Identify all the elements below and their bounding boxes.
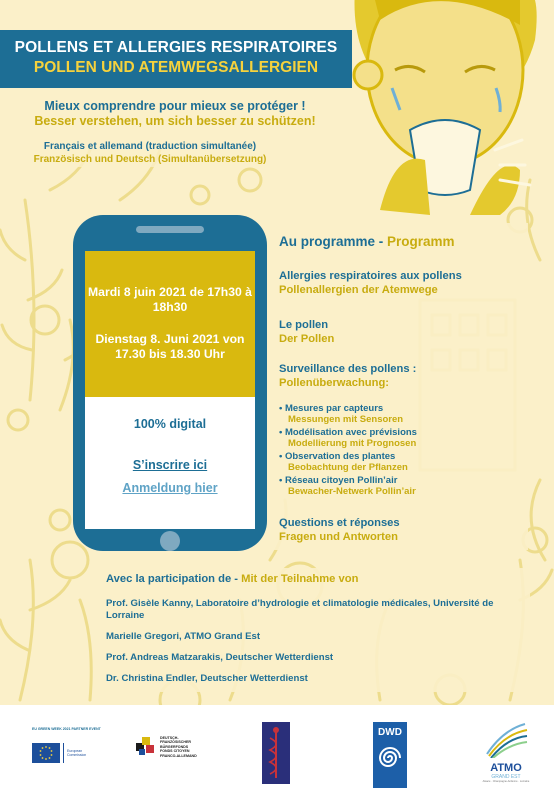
list-item: • Modélisation avec prévisions Modellierung mit Prognosen xyxy=(279,427,524,449)
fund-label-line: BÜRGERFONDS xyxy=(160,744,189,749)
event-format: 100% digital xyxy=(133,417,207,431)
program-item xyxy=(279,362,416,390)
participants-title-de: Mit der Teilnahme von xyxy=(241,573,359,585)
speaker: Marielle Gregori, ATMO Grand Est xyxy=(106,631,261,642)
program-item-fr: Allergies respiratoires aux pollens xyxy=(279,270,462,282)
list-item: • Observation des plantes Beobachtung der Pflanzen xyxy=(279,451,524,473)
eu-green-week-label: EU GREEN WEEK 2021 PARTNER EVENT xyxy=(32,727,101,731)
atmo-swoosh-icon xyxy=(483,720,529,758)
dwd-logo xyxy=(373,722,407,788)
register-link-de[interactable]: Anmeldung hier xyxy=(122,481,218,495)
speaker: Prof. Gisèle Kanny, Laboratoire d’hydrologie et climatologie médicales, Université de Lorraine xyxy=(106,598,494,621)
program-item xyxy=(279,318,334,346)
bullet-de: Modellierung mit Prognosen xyxy=(288,438,417,449)
program-title xyxy=(279,234,455,249)
list-item: • Réseau citoyen Pollin’air Bewacher-Netwerk Pollin’air xyxy=(279,475,524,497)
program-panel xyxy=(273,223,528,550)
speaker: Dr. Christina Endler, Deutscher Wetterdienst xyxy=(106,673,308,684)
eu-caption: European Commission xyxy=(67,749,87,757)
program-item-de: Pollenüberwachung: xyxy=(279,377,390,389)
event-date-fr: Mardi 8 juin 2021 de 17h30 à 18h30 xyxy=(88,285,252,314)
tagline xyxy=(0,97,350,131)
program-item-de: Der Pollen xyxy=(279,333,335,345)
phone-illustration xyxy=(73,215,267,551)
list-item: • Mesures par capteurs Messungen mit Sensoren xyxy=(279,403,524,425)
event-date-box xyxy=(85,251,255,397)
participants-panel xyxy=(100,568,530,692)
monitoring-list xyxy=(279,403,524,499)
program-title-de: Programm xyxy=(387,234,455,249)
bullet-de: Bewacher-Netwerk Pollin’air xyxy=(288,486,416,497)
program-item-de: Fragen und Antworten xyxy=(279,531,398,543)
program-item xyxy=(279,269,462,297)
bullet-fr: Mesures par capteurs xyxy=(284,403,384,414)
tagline-fr: Mieux comprendre pour mieux se protéger ! xyxy=(44,99,306,113)
eu-flag-icon xyxy=(32,743,60,763)
program-item-de: Pollenallergien der Atemwege xyxy=(279,284,438,296)
phone-screen xyxy=(85,251,255,529)
fund-label-line: FRANCO-ALLEMAND xyxy=(160,753,197,758)
title-fr: POLLENS ET ALLERGIES RESPIRATOIRES xyxy=(14,39,338,56)
fund-label-line: FONDS CITOYEN xyxy=(160,749,190,754)
citizen-fund-icon xyxy=(134,735,158,759)
title-de: POLLEN UND ATEMWEGSALLERGIEN xyxy=(33,59,319,76)
caduceus-icon xyxy=(262,722,290,784)
atmo-region: GRAND EST xyxy=(491,774,521,780)
fund-label-line: DEUTSCH- xyxy=(160,735,179,740)
citizen-fund-logo xyxy=(134,735,197,759)
program-item-fr: Questions et réponses xyxy=(279,517,400,529)
sneezing-person-illustration xyxy=(354,0,537,215)
eu-logo xyxy=(32,727,112,763)
language-de: Französisch und Deutsch (Simultanübersetzung) xyxy=(33,154,267,165)
language-note xyxy=(0,139,300,167)
atmo-logo xyxy=(476,720,536,784)
phone-home-button xyxy=(160,531,180,551)
partner-logos xyxy=(0,705,554,799)
bullet-fr: Observation des plantes xyxy=(284,451,396,462)
program-item-fr: Le pollen xyxy=(279,319,329,331)
participants-title xyxy=(106,573,358,585)
register-link-fr[interactable]: S’inscrire ici xyxy=(132,458,208,472)
language-fr: Français et allemand (traduction simultanée) xyxy=(43,141,257,152)
event-date-de: Dienstag 8. Juni 2021 von 17.30 bis 18.30 Uhr xyxy=(95,332,245,361)
fund-label-line: FRANZÖSISCHER xyxy=(160,740,191,745)
program-item-fr: Surveillance des pollens : xyxy=(279,363,417,375)
title-banner xyxy=(0,30,352,88)
tagline-de: Besser verstehen, um sich besser zu schützen! xyxy=(34,114,316,128)
program-title-fr: Au programme - xyxy=(279,234,388,249)
atmo-tagline: Alsace · Champagne-Ardenne · Lorraine xyxy=(482,780,530,783)
atmo-name: ATMO xyxy=(490,762,522,774)
bullet-fr: Réseau citoyen Pollin’air xyxy=(284,475,398,486)
bullet-fr: Modélisation avec prévisions xyxy=(284,427,417,438)
bullet-de: Messungen mit Sensoren xyxy=(288,414,404,425)
dwd-label: DWD xyxy=(378,727,402,738)
speaker: Prof. Andreas Matzarakis, Deutscher Wetterdienst xyxy=(106,652,334,663)
dwd-spiral-icon xyxy=(373,738,407,778)
program-item xyxy=(279,516,400,544)
participants-title-fr: Avec la participation de - xyxy=(106,573,242,585)
phone-speaker xyxy=(136,226,204,233)
bullet-de: Beobachtung der Pflanzen xyxy=(288,462,408,473)
medical-logo xyxy=(262,722,290,789)
